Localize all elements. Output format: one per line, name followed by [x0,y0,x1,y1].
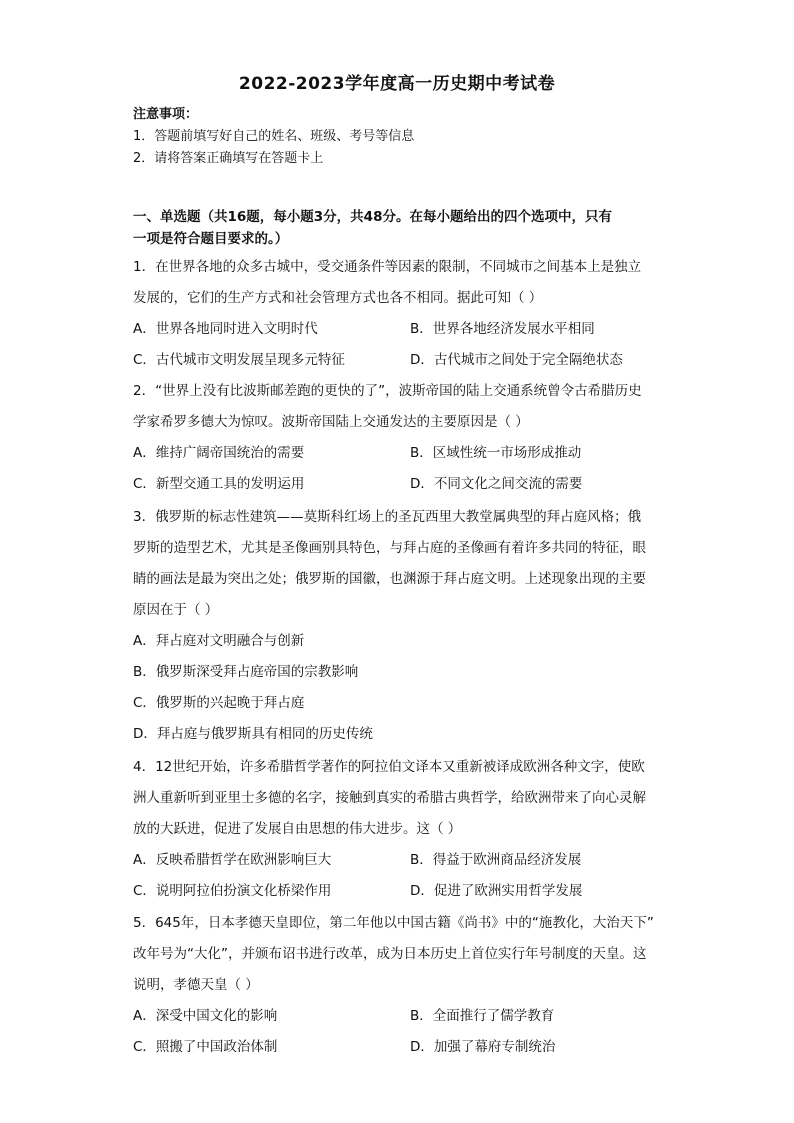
question-4-stem: 洲人重新听到亚里士多德的名字，接触到真实的希腊古典哲学，给欧洲带来了向心灵解 [133,790,646,806]
question-3-option-b[interactable]: B．俄罗斯深受拜占庭帝国的宗教影响 [133,664,359,680]
notice-item: 2．请将答案正确填写在答题卡上 [133,151,324,166]
question-3-option-c[interactable]: C．俄罗斯的兴起晚于拜占庭 [133,695,305,711]
exam-title: 2022-2023学年度高一历史期中考试卷 [238,74,556,94]
question-2-stem: 学家希罗多德大为惊叹。波斯帝国陆上交通发达的主要原因是（ ） [133,414,529,430]
question-2-option-b[interactable]: B．区域性统一市场形成推动 [410,445,582,461]
question-2-option-c[interactable]: C．新型交通工具的发明运用 [133,476,305,492]
question-5-stem: 改年号为“大化”，并颁布诏书进行改革，成为日本历史上首位实行年号制度的天皇。这 [133,946,647,962]
question-4-stem: 放的大跃进，促进了发展自由思想的伟大进步。这（ ） [133,821,462,837]
question-4-option-a[interactable]: A．反映希腊哲学在欧洲影响巨大 [133,852,332,868]
question-1-stem: 发展的，它们的生产方式和社会管理方式也各不相同。据此可知（ ） [133,290,543,306]
question-5-stem: 5．645年，日本孝德天皇即位，第二年他以中国古籍《尚书》中的“施教化，大治天下” [133,915,654,931]
question-3-stem: 罗斯的造型艺术，尤其是圣像画别具特色，与拜占庭的圣像画有着许多共同的特征，眼 [133,540,646,556]
question-3-stem: 3．俄罗斯的标志性建筑——莫斯科红场上的圣瓦西里大教堂属典型的拜占庭风格；俄 [133,509,642,525]
question-4-option-c[interactable]: C．说明阿拉伯扮演文化桥梁作用 [133,883,332,899]
question-3-stem: 睛的画法是最为突出之处；俄罗斯的国徽，也渊源于拜占庭文明。上述现象出现的主要 [133,571,646,587]
question-1-option-d[interactable]: D．古代城市之间处于完全隔绝状态 [410,352,623,368]
question-3-option-a[interactable]: A．拜占庭对文明融合与创新 [133,633,305,649]
question-3-stem: 原因在于（ ） [133,602,219,618]
question-2-option-a[interactable]: A．维持广阔帝国统治的需要 [133,445,305,461]
section-heading: 一项是符合题目要求的。） [133,231,289,247]
question-3-option-d[interactable]: D．拜占庭与俄罗斯具有相同的历史传统 [133,726,373,742]
question-5-stem: 说明，孝德天皇（ ） [133,977,259,993]
question-5-option-b[interactable]: B．全面推行了儒学教育 [410,1008,555,1024]
question-1-option-b[interactable]: B．世界各地经济发展水平相同 [410,321,595,337]
question-1-option-c[interactable]: C．古代城市文明发展呈现多元特征 [133,352,345,368]
question-5-option-c[interactable]: C．照搬了中国政治体制 [133,1039,278,1055]
question-4-option-d[interactable]: D．促进了欧洲实用哲学发展 [410,883,583,899]
question-5-option-a[interactable]: A．深受中国文化的影响 [133,1008,278,1024]
notice-item: 1．答题前填写好自己的姓名、班级、考号等信息 [133,129,415,144]
question-4-stem: 4．12世纪开始，许多希腊哲学著作的阿拉伯文译本又重新被译成欧洲各种文字，使欧 [133,759,645,775]
question-1-stem: 1．在世界各地的众多古城中，受交通条件等因素的限制，不同城市之间基本上是独立 [133,259,642,275]
section-heading: 一、单选题（共16题，每小题3分，共48分。在每小题给出的四个选项中，只有 [133,209,612,225]
notice-heading: 注意事项： [133,107,199,122]
question-5-option-d[interactable]: D．加强了幕府专制统治 [410,1039,556,1055]
question-2-stem: 2．“世界上没有比波斯邮差跑的更快的了”，波斯帝国的陆上交通系统曾令古希腊历史 [133,383,642,399]
question-2-option-d[interactable]: D．不同文化之间交流的需要 [410,476,583,492]
question-1-option-a[interactable]: A．世界各地同时进入文明时代 [133,321,318,337]
question-4-option-b[interactable]: B．得益于欧洲商品经济发展 [410,852,582,868]
